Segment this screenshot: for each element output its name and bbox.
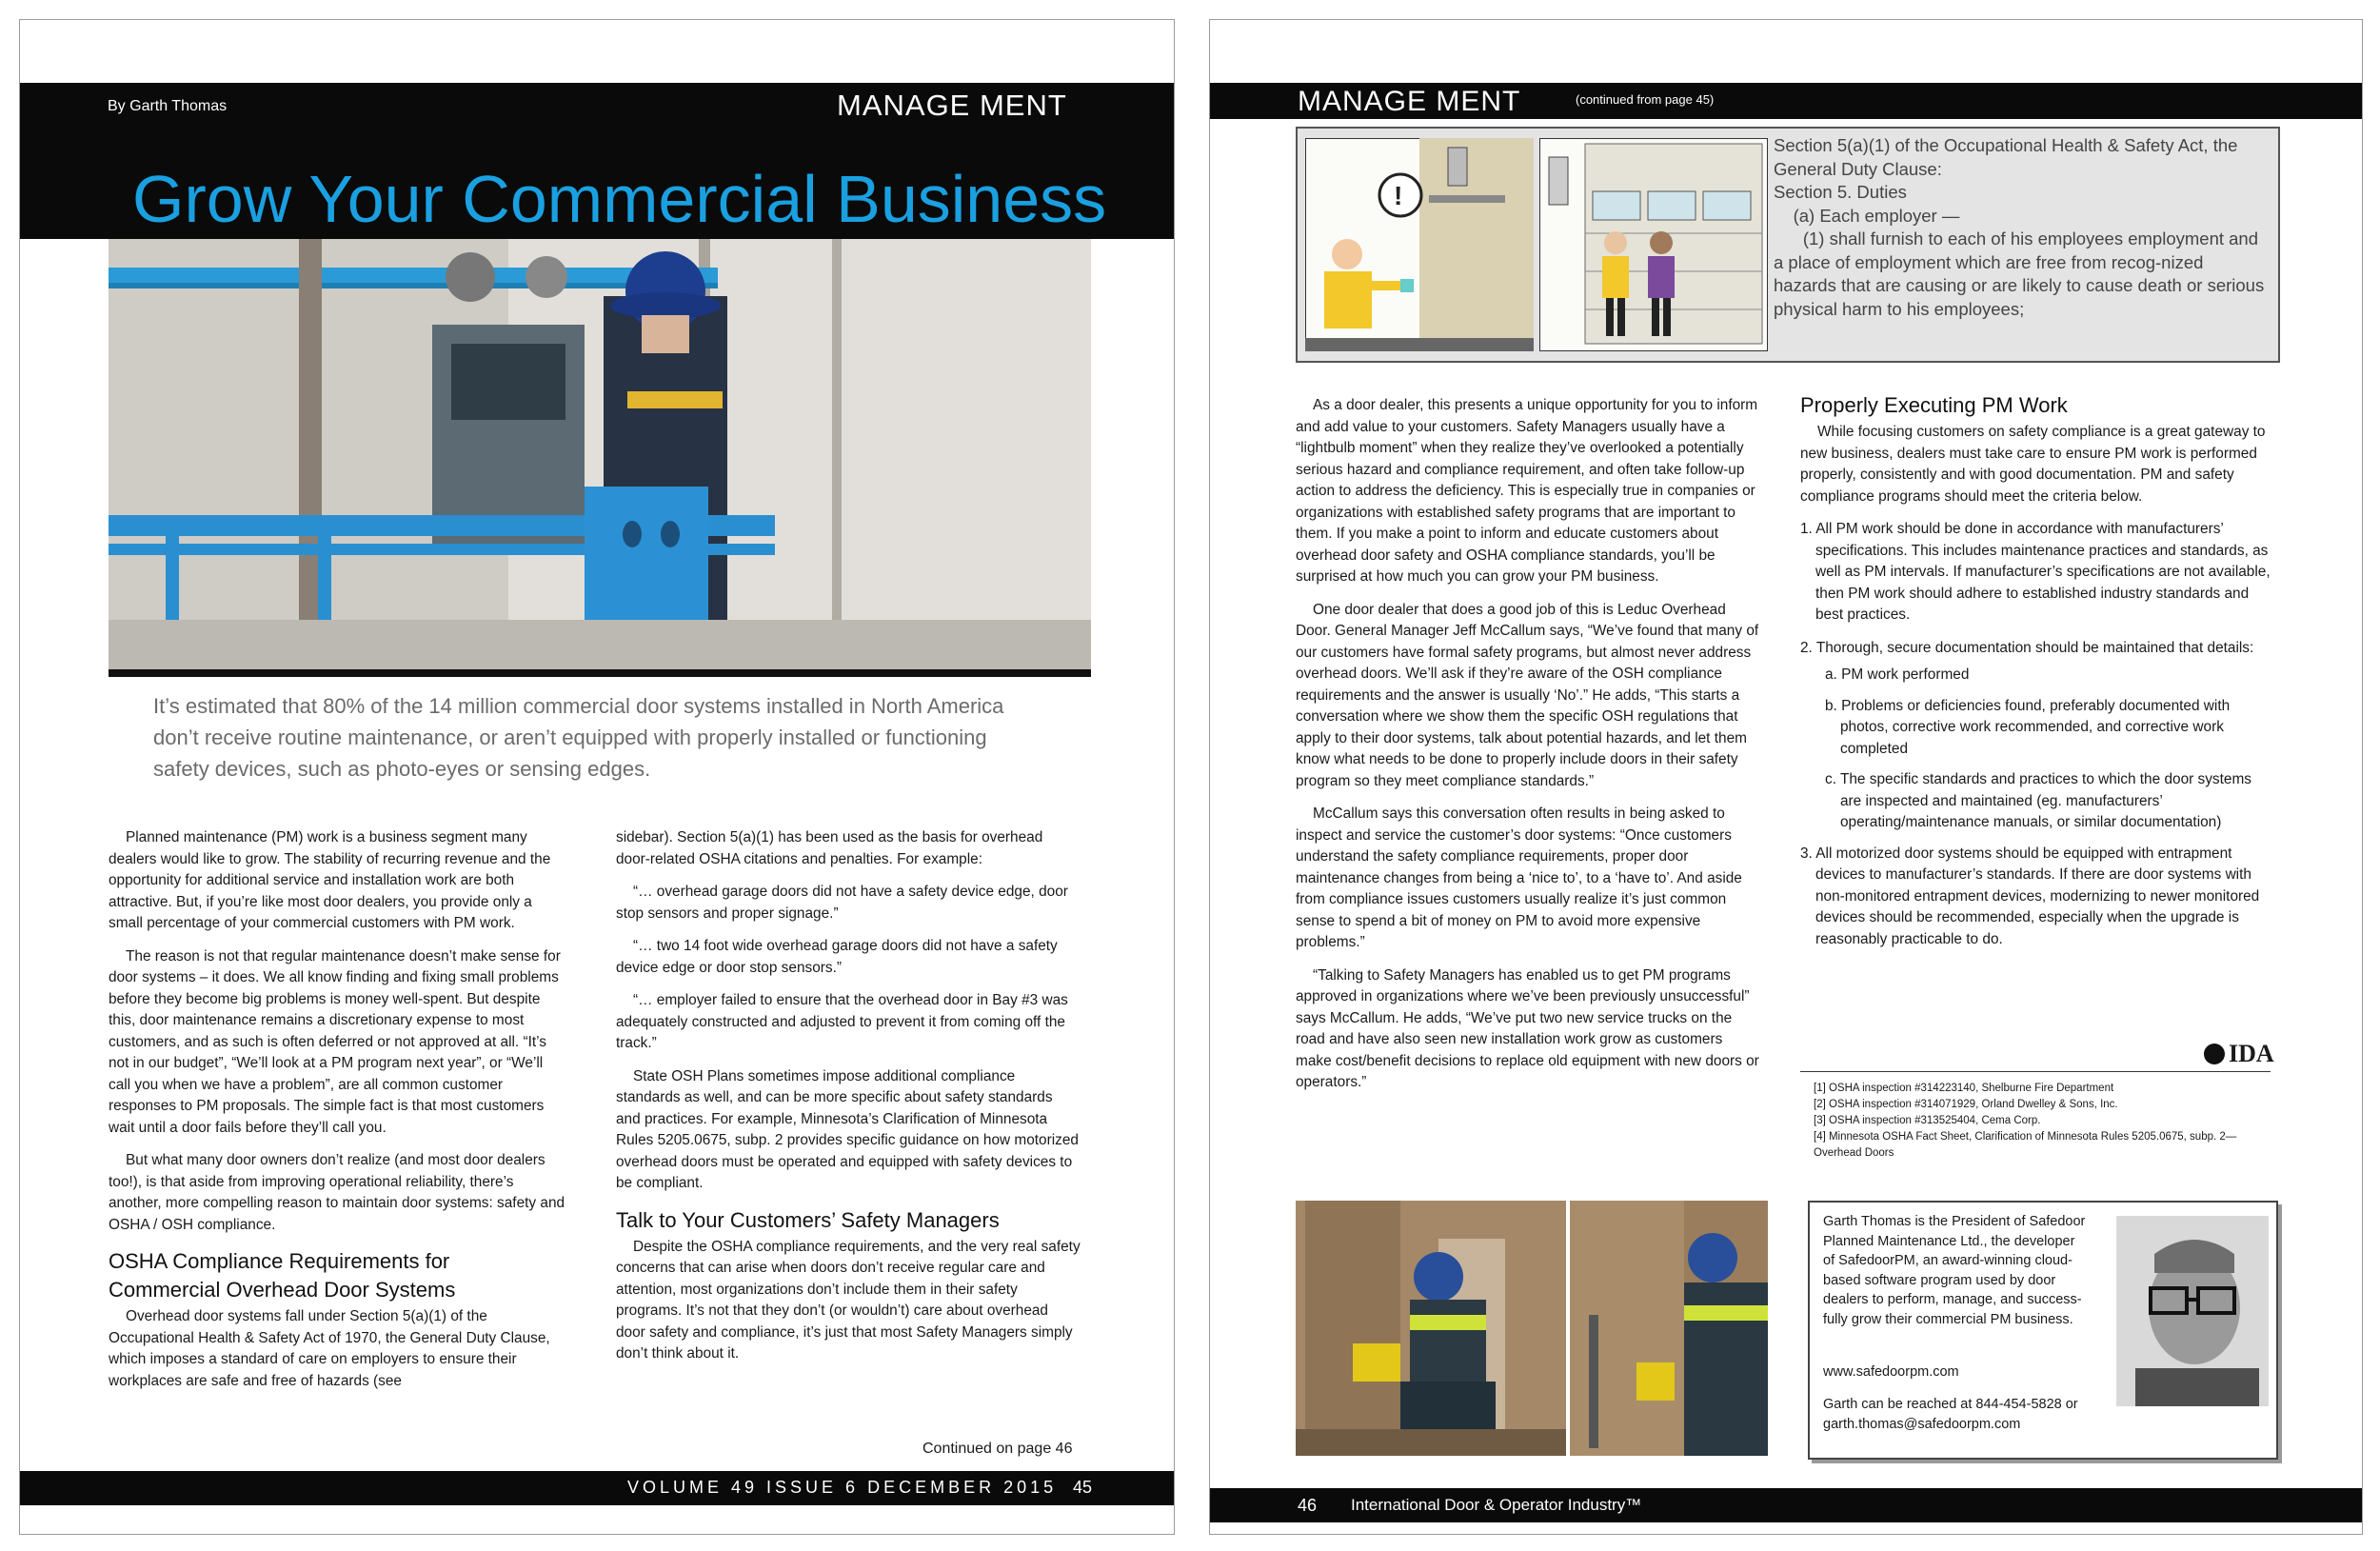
left-column-2: [616, 827, 1081, 1377]
list-item: 1. All PM work should be done in accordance with manufacturers’ specifications. This includes maintenance practices and standards, as well as PM intervals. If manufacturer’s specifications are not available, then PM work should adhere to established industry standards and best practices.: [1800, 521, 2271, 623]
bio-text: Garth Thomas is the President of Safedoor Planned Maintenance Ltd., the developer of SafedoorPM, an award-winning cloud-based software program used by door dealers to perform, manage, and success-fully grow their commercial PM business.: [1823, 1214, 2086, 1327]
svg-text:!: !: [1394, 181, 1403, 210]
subheading: Talk to Your Customers’ Safety Managers: [616, 1207, 1000, 1232]
ida-logo-text: IDA: [2229, 1040, 2274, 1067]
paragraph: State OSH Plans sometimes impose additional compliance standards as well, and can be more specific about safety standards and practices. For example, Minnesota’s Clarification of Minnesota Rules 5205.0675, subp. 2 provides specific guidance on how motorized overhead doors must be operated and equipped with safety devices to be compliant.: [616, 1067, 1079, 1191]
footnote-divider: [1800, 1071, 2271, 1072]
bio-contact: Garth can be reached at 844-454-5828 or garth.thomas@safedoorpm.com: [1823, 1397, 2078, 1432]
sidebar-box: [1296, 127, 2280, 363]
technician-photo-1: [1296, 1201, 1566, 1456]
citation-quote: “… two 14 foot wide overhead garage doors did not have a safety device edge or door stop sensors.”: [616, 938, 1058, 976]
ida-logo: [2204, 1041, 2274, 1067]
byline: By Garth Thomas: [108, 98, 228, 114]
issue-line: VOLUME 49 ISSUE 6 DECEMBER 2015: [627, 1478, 1058, 1497]
citation-quote: “… overhead garage doors did not have a safety device edge, door stop sensors and proper signage.”: [616, 884, 1068, 922]
footnote: [3] OSHA inspection #313525404, Cema Corp.: [1814, 1115, 2041, 1126]
header-bar: [1210, 83, 2362, 119]
right-column-1: [1296, 395, 1760, 1105]
pull-quote: It’s estimated that 80% of the 14 million commercial door systems installed in North America don’t receive routine maintenance, or aren’t equipped with properly installed or functioning safety devices, such as photo-eyes or sensing edges.: [153, 694, 1004, 781]
paragraph: sidebar). Section 5(a)(1) has been used as the basis for overhead door-related OSHA citations and penalties. For example:: [616, 829, 1043, 867]
subheading: Properly Executing PM Work: [1800, 393, 2068, 417]
footer-bar: [1210, 1488, 2362, 1522]
left-column-1: [109, 827, 565, 1403]
page-number: 46: [1298, 1496, 1318, 1515]
illustration-panel-1: [1305, 138, 1534, 351]
footnote: [2] OSHA inspection #314071929, Orland Dwelley & Sons, Inc.: [1814, 1099, 2118, 1110]
bio-website[interactable]: www.safedoorpm.com: [1823, 1364, 1959, 1380]
paragraph: As a door dealer, this presents a unique opportunity for you to inform and add value to your customers. Safety Managers usually have a “lightbulb moment” when they realize they’ve overlooked a potentially serious hazard and compliance requirement, and often take follow-up action to address the deficiency. This is especially true in companies or organizations with established safety programs that are important to them. If you make a point to inform and educate customers about overhead door safety and OSHA compliance standards, you’ll be surprised at how much you can grow your PM business.: [1296, 397, 1758, 585]
list-item: 2. Thorough, secure documentation should be maintained that details:: [1800, 639, 2254, 656]
section-label: MANAGE MENT: [837, 89, 1067, 122]
continued-from: (continued from page 45): [1576, 92, 1715, 107]
paragraph: Planned maintenance (PM) work is a business segment many dealers would like to grow. The stability of recurring revenue and the opportunity for additional service and installation work are both attractive. But, if you’re like most door dealers, you provide only a small percentage of your commercial customers with PM work.: [109, 829, 551, 931]
subheading: OSHA Compliance Requirements for Commercial Overhead Door Systems: [109, 1249, 456, 1302]
list-item: 3. All motorized door systems should be equipped with entrapment devices to manufacturer’s standards. If there are door systems with non-monitored entrapment devices, modernizing to newer monitored devices should be recommended, especially when the upgrade is reasonably practicable to do.: [1800, 845, 2260, 947]
continued-note: Continued on page 46: [922, 1441, 1073, 1457]
technician-photo-2: [1570, 1201, 1768, 1456]
paragraph: The reason is not that regular maintenance doesn’t make sense for door systems – it does. We all know finding and fixing small problems before they become big problems is money well-spent. But despite this, door maintenance remains a discretionary expense to most customers, and as such is often deferred or not approved at all. “It’s not in our budget”, “We’ll look at a PM program next year”, or “We’ll call you when we have a problem”, are all common customer responses to PM proposals. The simple fact is that most customers wait until a door fails before they’ll call you.: [109, 947, 561, 1136]
hero-photo: [109, 239, 1091, 669]
footnotes: [1814, 1081, 2271, 1162]
header-bar: [20, 83, 1174, 239]
author-portrait: [2116, 1216, 2269, 1406]
citation-quote: “… employer failed to ensure that the overhead door in Bay #3 was adequately constructed and adjusted to prevent it from coming off the track.”: [616, 992, 1068, 1051]
ida-logo-mark-icon: [2204, 1044, 2225, 1064]
footer-bar: [20, 1471, 1174, 1505]
illustration-panel-2: [1539, 138, 1768, 351]
paragraph: Overhead door systems fall under Section 5(a)(1) of the Occupational Health & Safety Act of 1970, the General Duty Clause, which imposes a standard of care on employers to ensure their workplaces are safe and free of hazards (see: [109, 1308, 550, 1389]
right-column-2: [1800, 391, 2274, 962]
paragraph: While focusing customers on safety compliance is a great gateway to new business, dealers must take care to ensure PM work is performed properly, consistently and with good documentation. PM and safety compliance programs should meet the criteria below.: [1800, 424, 2266, 505]
paragraph: One door dealer that does a good job of this is Leduc Overhead Door. General Manager Jeff McCallum says, “We’ve found that many of our customers have formal safety programs, but almost never address overhead doors. We’ll ask if they’re aware of the OSH compliance requirements and the answer is usually ‘No’.” He adds, “This starts a conversation where we show them the specific OSH regulations that apply to their door systems, talk about potential hazards, and let them know what needs to be done to properly include doors in their safety program so they meet compliance standards.”: [1296, 601, 1759, 789]
footnote: [4] Minnesota OSHA Fact Sheet, Clarification of Minnesota Rules 5205.0675, subp. 2—Overhead Doors: [1814, 1131, 2237, 1159]
paragraph: Despite the OSHA compliance requirements, and the very real safety concerns that can arise when doors don’t receive regular care and attention, most organizations don’t include them in their safety programs. It’s not that they don’t (or wouldn’t) care about overhead door safety and compliance, it’s just that most Safety Managers simply don’t think about it.: [616, 1238, 1081, 1362]
article-title: Grow Your Commercial Business: [132, 162, 1107, 236]
right-page: [1209, 19, 2363, 1535]
paragraph: “Talking to Safety Managers has enabled us to get PM programs approved in organizations where we’ve been previously unsuccessful” says McCallum. He adds, “We’ve put two new service trucks on the road and have also seen new installation work grow as customers make cost/benefit decisions to replace old equipment with new doors or operators.”: [1296, 966, 1759, 1090]
hero-photo-baseline: [109, 669, 1091, 677]
paragraph: McCallum says this conversation often results in being asked to inspect and service the customer’s door systems: “Once customers understand the safety compliance requirements, proper door maintenance changes from being a ‘nice to’, to a ‘have to’. And aside from compliance issues customers usually realize it’s just common sense to spend a bit of money on PM to avoid more expensive problems.”: [1296, 805, 1742, 950]
section-label: MANAGE MENT: [1298, 86, 1521, 117]
list-subitem: b. Problems or deficiencies found, preferably documented with photos, corrective work recommended, and corrective work completed: [1825, 697, 2231, 757]
magazine-title: International Door & Operator Industry™: [1351, 1496, 1642, 1514]
list-subitem: c. The specific standards and practices to which the door systems are inspected and maintained (eg. manufacturers’ operating/maintenance manuals, or similar documentation): [1825, 771, 2251, 830]
footnote: [1] OSHA inspection #314223140, Shelburne Fire Department: [1814, 1083, 2114, 1094]
left-page: [19, 19, 1175, 1535]
osha-clause-text: Section 5(a)(1) of the Occupational Health & Safety Act, the General Duty Clause: Section 5. Duties (a) Each employer — (1) shall furnish to each of his employees employment and a place of employment which are free from recog-nized hazards that are causing or are likely to cause death or serious physical harm to his employees;: [1774, 135, 2265, 319]
list-subitem: a. PM work performed: [1825, 666, 1970, 683]
author-bio-box: [1808, 1201, 2278, 1460]
paragraph: But what many door owners don’t realize (and most door dealers too!), is that aside from improving operational reliability, there’s another, more compelling reason to maintain door systems: safety and OSHA / OSH compliance.: [109, 1152, 565, 1233]
page-number: 45: [1073, 1478, 1093, 1497]
